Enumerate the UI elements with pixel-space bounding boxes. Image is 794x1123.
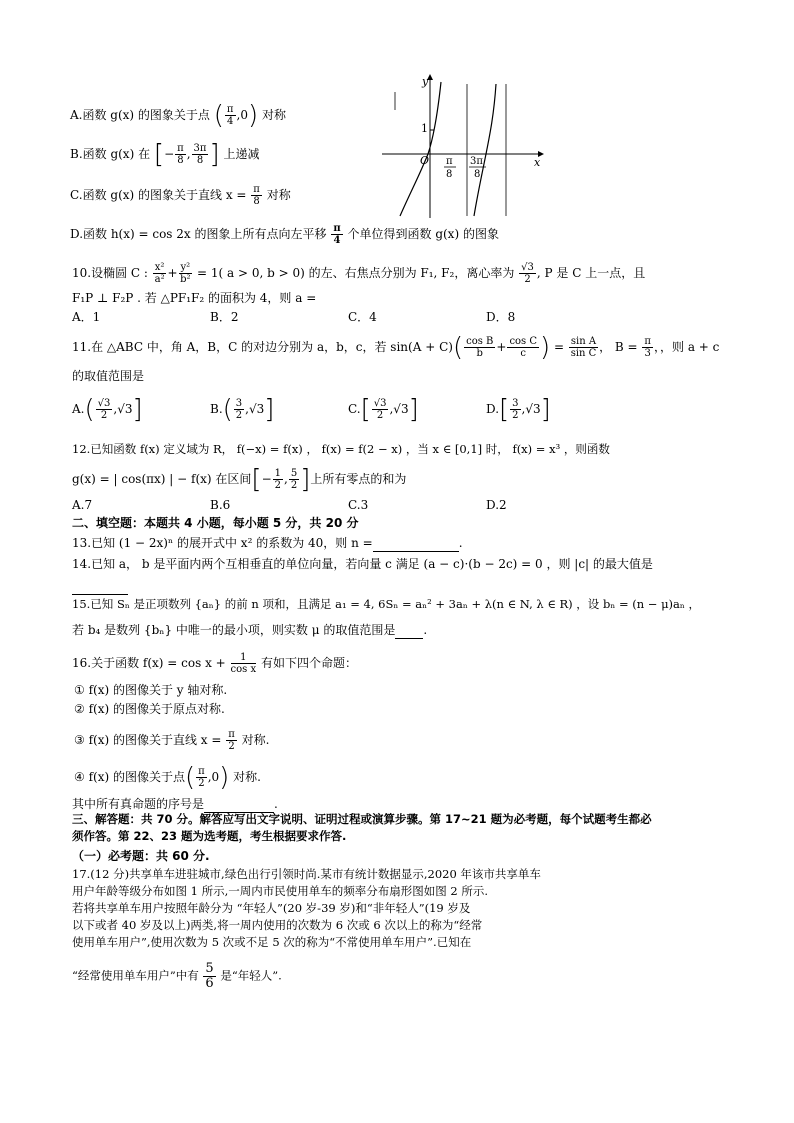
q17-line5: 使用单车用户”,使用次数为 5 次或不足 5 次的称为“不常使用单车用户”.已知在 [72,935,472,949]
q16-item3: ③ f(x) 的图像关于直线 x = $\frac{\pi}{2}$ 对称. [74,729,270,752]
q12-option-d: D.2 [486,498,507,512]
pi-over-8-den: 8 [446,169,453,180]
q16-item4: ④ f(x) 的图像关于点( $\frac{\pi}{2}$ ,0) 对称. [74,762,261,793]
q12-option-a: A.7 [72,498,93,512]
q17-line3: 若将共享单车用户按照年龄分为 “年轻人”(20 岁-39 岁)和“非年轻人”(19 岁及 [72,901,471,915]
q10-line2: F₁P ⊥ F₂P . 若 △PF₁F₂ 的面积为 4，则 a = [72,291,317,305]
section3-heading-line1: 三、解答题：共 70 分。解答应写出文字说明、证明过程或演算步骤。第 17~21 题为必考题，每个试题考生都必 [72,812,652,826]
section2-heading: 二、填空题：本题共 4 小题，每小题 5 分，共 20 分 [72,516,359,530]
q11-option-b: B.( $\frac{3}{2}$ ,√3] [210,394,275,425]
q15-line2: 若 b₄ 是数列 {bₙ} 中唯一的最小项，则实数 μ 的取值范围是 . [72,623,428,637]
three-pi-over-8-den: 8 [474,169,481,180]
one-label: 1 [421,122,428,135]
q14-line1: 14.已知 a， b 是平面内两个互相垂直的单位向量，若向量 c 满足 (a − c)·(b − 2c) = 0 ，则 |c| 的最大值是 [72,557,653,571]
q9-option-d: D.函数 h(x) = cos 2x 的图象上所有点向左平移 $\frac{\pi}{4}$ 个单位得到函数 g(x) 的图象 [70,223,499,246]
q16-stem: 16.关于函数 f(x) = cos x + $\frac{1}{\text{cos x}}$ 有如下四个命题： [72,652,357,675]
q11-line2: 的取值范围是 [72,369,145,383]
q10-option-a: A．1 [72,310,101,324]
origin-label: O [420,154,430,167]
q9-option-c: C.函数 g(x) 的图象关于直线 x = $\frac{\pi}{8}$ 对称 [70,184,291,207]
x-label: x [534,156,541,169]
pi-over-8-num: π [446,156,453,167]
q16-item1: ① f(x) 的图像关于 y 轴对称. [74,683,228,697]
q17-line2: 用户年龄等级分布如图 1 所示,一周内市民使用单车的频率分布扇形图如图 2 所示. [72,884,489,898]
q16-question: 其中所有真命题的序号是 . [72,797,278,811]
q15-line1: 15.已知 Sₙ 是正项数列 {aₙ} 的前 n 项和，且满足 a₁ = 4, 6Sₙ = aₙ² + 3aₙ + λ(n ∈ N, λ ∈ R) ，设 bₙ = (n − μ)aₙ ， [72,597,701,611]
q17-line1: 17.(12 分)共享单车进驻城市,绿色出行引领时尚.某市有统计数据显示,2020 年该市共享单车 [72,867,541,881]
q9-option-a: A.函数 g(x) 的图象关于点 ( $\frac{\pi}{4}$ ,0) 对称 [70,100,286,131]
q12-line2: g(x) = | cos(πx) | − f(x) 在区间[− $\frac{1}{2}$ , $\frac{5}{2}$ ]上所有零点的和为 [72,464,407,495]
q11-option-d: D.[ $\frac{3}{2}$ ,√3] [486,394,551,425]
q13: 13.已知 (1 − 2x)ⁿ 的展开式中 x² 的系数为 40，则 n = . [72,536,463,550]
q10-option-c: C．4 [348,310,377,324]
q10-option-d: D．8 [486,310,516,324]
q17-line6: “经常使用单车用户”中有 $\frac{5}{6}$ 是“年轻人”. [72,961,282,991]
q10-line1: 10.设椭圆 C : $\frac{\text{x²}}{\text{a²}}$ + $\frac{\text{y²}}{\text{b²}}$ = 1( a > 0, b > 0) 的左、右焦点分别为 F₁, F₂，离心率为 $\frac{√3}{2}$ , P 是 C 上一点，且 [72,262,646,285]
q11-option-c: C.[ $\frac{√3}{2}$ ,√3] [348,394,419,425]
q9-option-b: B.函数 g(x) 在 [− $\frac{\pi}{8}$ , $\frac{3\pi}{8}$ ] 上递减 [70,139,260,170]
subsection1-heading: （一）必考题：共 60 分. [72,849,210,863]
curve-branch-2 [474,84,496,216]
y-label: y [422,75,429,88]
q14-line2 [72,578,128,595]
q16-item2: ② f(x) 的图像关于原点对称. [74,702,225,716]
q12-option-b: B.6 [210,498,231,512]
section3-heading-line2: 须作答。第 22、23 题为选考题，考生根据要求作答. [72,829,347,843]
q12-line1: 12.已知函数 f(x) 定义域为 R， f(−x) = f(x) ， f(x) = f(2 − x) ，当 x ∈ [0,1] 时， f(x) = x³ ，则函数 [72,442,610,456]
q17-line4: 以下或者 40 岁及以上)两类,将一周内使用的次数为 6 次或 6 次以上的称为“经常 [72,918,483,932]
function-graph [378,74,544,220]
curve-branch-1 [400,82,441,216]
q11-line1: 11.在 △ABC 中，角 A，B，C 的对边分别为 a，b，c，若 sin(A + C)( $\frac{\text{cos B}}{b}$ + $\frac{\text{cos C}}{c}$ ) = $\frac{\text{sin A}}{\text{sin C}}$ ， B = $\frac{\pi}{3}$ ，，则 a + c [72,332,720,363]
q10-option-b: B．2 [210,310,239,324]
three-pi-over-8-num: 3π [470,156,483,167]
q11-option-a: A.( $\frac{√3}{2}$ ,√3] [72,394,143,425]
q12-option-c: C.3 [348,498,369,512]
